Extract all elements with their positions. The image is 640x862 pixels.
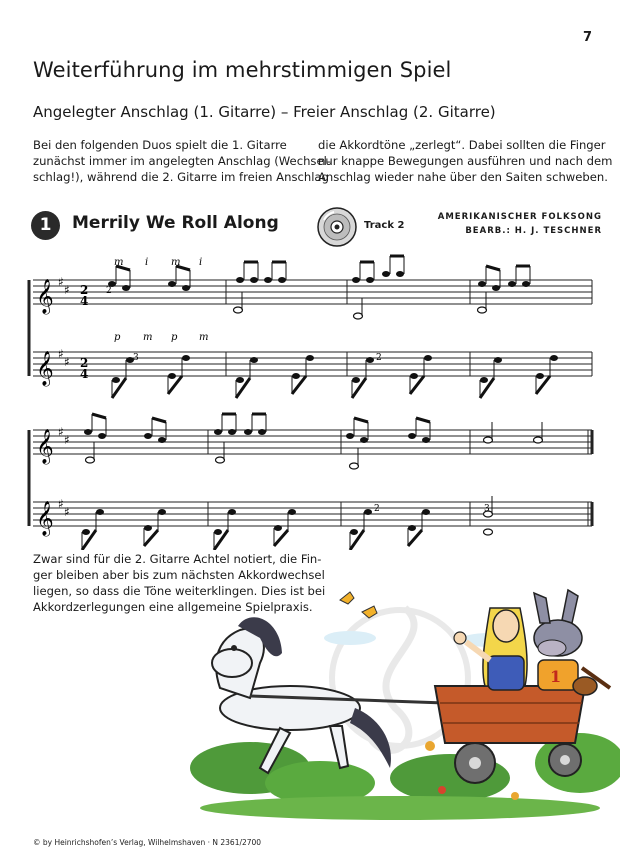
treble-clef-icon: 𝄞 [36,351,54,386]
notehead [422,437,430,443]
string-number: 3 [133,353,139,363]
shirt-number: 1 [550,667,562,686]
bottom-line: Akkordzerlegungen eine allgemeine Spielpraxis. [33,600,313,614]
notehead [352,377,360,383]
notehead [288,509,296,515]
notehead [366,357,374,363]
notehead [144,433,152,439]
notehead [352,277,360,283]
string-number: 2 [106,286,112,296]
half-note [350,463,359,469]
string-number: 2 [376,353,382,363]
treble-clef-icon: 𝄞 [36,279,54,314]
note-beam [536,376,550,394]
notehead [98,433,106,439]
notehead [508,281,516,287]
time-sig-numerator: 2 [80,283,89,297]
half-note [354,313,363,319]
source-line: AMERIKANISCHER FOLKSONG [437,212,602,222]
sharp-icon: ♯ [64,433,70,447]
half-note [478,307,487,313]
notehead [250,357,258,363]
sharp-icon: ♯ [64,505,70,519]
fingerings-top [114,257,202,268]
note-beam [486,266,500,270]
sharp-icon: ♯ [58,425,64,439]
notehead [264,277,272,283]
notehead [292,373,300,379]
source-line: BEARB.: H. J. TESCHNER [465,226,602,236]
notehead [536,373,544,379]
intro-text-left [33,137,331,185]
fingering: i [145,257,149,268]
notehead [144,525,152,531]
bottom-line: ger bleiben aber bis zum nächsten Akkordwechsel [33,568,325,582]
note-beam [92,414,106,418]
notehead [422,509,430,515]
notehead [214,429,222,435]
notehead [84,429,92,435]
copyright: © by Heinrichshofen’s Verlag, Wilhelmshaven · N 2361/2700 [33,838,262,847]
track-label: Track 2 [364,220,405,231]
treble-clef-icon: 𝄞 [36,501,54,536]
intro-line: die Akkordtöne „zerlegt“. Dabei sollten die Finger [318,138,606,152]
page-title: Weiterführung im mehrstimmigen Spiel [33,58,452,82]
notehead [168,373,176,379]
string-number: 2 [374,504,380,514]
notehead [278,277,286,283]
notehead [158,437,166,443]
bird-icon [340,592,377,618]
half-note [484,529,493,535]
time-signature-bottom-staff [80,356,88,381]
notehead [366,277,374,283]
notehead [250,277,258,283]
cd-icon [316,206,358,248]
notehead [360,437,368,443]
notehead [236,377,244,383]
sharp-icon: ♯ [64,283,70,297]
time-sig-numerator: 2 [80,356,89,370]
note-beam [168,376,182,394]
fingering: i [199,257,203,268]
half-note [216,457,225,463]
notehead [306,355,314,361]
note-beam [408,530,422,546]
time-sig-denominator: 4 [80,367,89,381]
notehead [214,529,222,535]
notehead [82,529,90,535]
notehead [158,509,166,515]
notehead [122,285,130,291]
donkey [534,590,582,690]
page-subtitle: Angelegter Anschlag (1. Gitarre) – Freier Anschlag (2. Gitarre) [33,103,496,121]
notehead [228,509,236,515]
bottom-line: liegen, so dass die Töne weiterklingen. Dies ist bei [33,584,326,598]
notehead [478,281,486,287]
notehead [410,373,418,379]
note-beam [292,376,306,394]
sharp-icon: ♯ [58,347,64,361]
intro-line: zunächst immer im angelegten Anschlag (Wechsel- [33,154,331,168]
half-note [234,307,243,313]
note-beam [354,418,368,422]
cart-illustration [190,568,620,830]
half-note [86,457,95,463]
fingering: m [143,332,153,343]
notehead [550,355,558,361]
half-note [484,437,493,443]
time-signature-top-staff [80,283,88,308]
notehead [522,281,530,287]
song-source [438,210,602,238]
sheet-music [0,250,640,550]
fingering: p [171,332,178,343]
fingering: p [114,332,121,343]
string-number: 3 [484,504,490,514]
fingering: m [171,257,181,268]
girl [454,608,527,690]
fingering: m [199,332,209,343]
time-sig-denominator: 4 [80,294,89,308]
cart [435,686,585,783]
note-beam [274,530,288,546]
notehead [182,355,190,361]
sharp-icon: ♯ [64,355,70,369]
notehead [274,525,282,531]
notehead [346,433,354,439]
treble-clef-icon: 𝄞 [36,429,54,464]
page-number: 7 [582,30,592,45]
string-numbers [106,286,490,514]
notehead [182,285,190,291]
notehead [408,433,416,439]
notehead [408,525,416,531]
intro-line: nur knappe Bewegungen ausführen und nach dem [318,154,613,168]
note-beam [144,530,158,546]
notehead [228,429,236,435]
notehead [258,429,266,435]
note-beam [410,376,424,394]
intro-line: Anschlag wieder nahe über den Saiten schweben. [318,170,608,184]
intro-line: Bei den folgenden Duos spielt die 1. Gitarre [33,138,287,152]
notehead [168,281,176,287]
sharp-icon: ♯ [58,275,64,289]
intro-text-right [318,137,613,185]
half-note [534,437,543,443]
notehead [492,285,500,291]
sharp-icon: ♯ [58,497,64,511]
song-title: Merrily We Roll Along [72,213,279,233]
note-beam [152,418,166,422]
notehead [494,357,502,363]
notehead [424,355,432,361]
notehead [480,377,488,383]
notehead [350,529,358,535]
fingerings-bottom [114,332,208,343]
notehead [112,377,120,383]
notehead [236,277,244,283]
song-number-badge: 1 [31,211,60,240]
notehead [382,271,390,277]
notehead [396,271,404,277]
staff-lines [29,275,592,537]
notehead [364,509,372,515]
bottom-line: Zwar sind für die 2. Gitarre Achtel notiert, die Fin- [33,552,322,566]
notehead [96,509,104,515]
notehead [244,429,252,435]
note-beam [416,418,430,422]
fingering: m [114,257,124,268]
intro-line: schlag!), während die 2. Gitarre im freien Anschlag [33,170,329,184]
